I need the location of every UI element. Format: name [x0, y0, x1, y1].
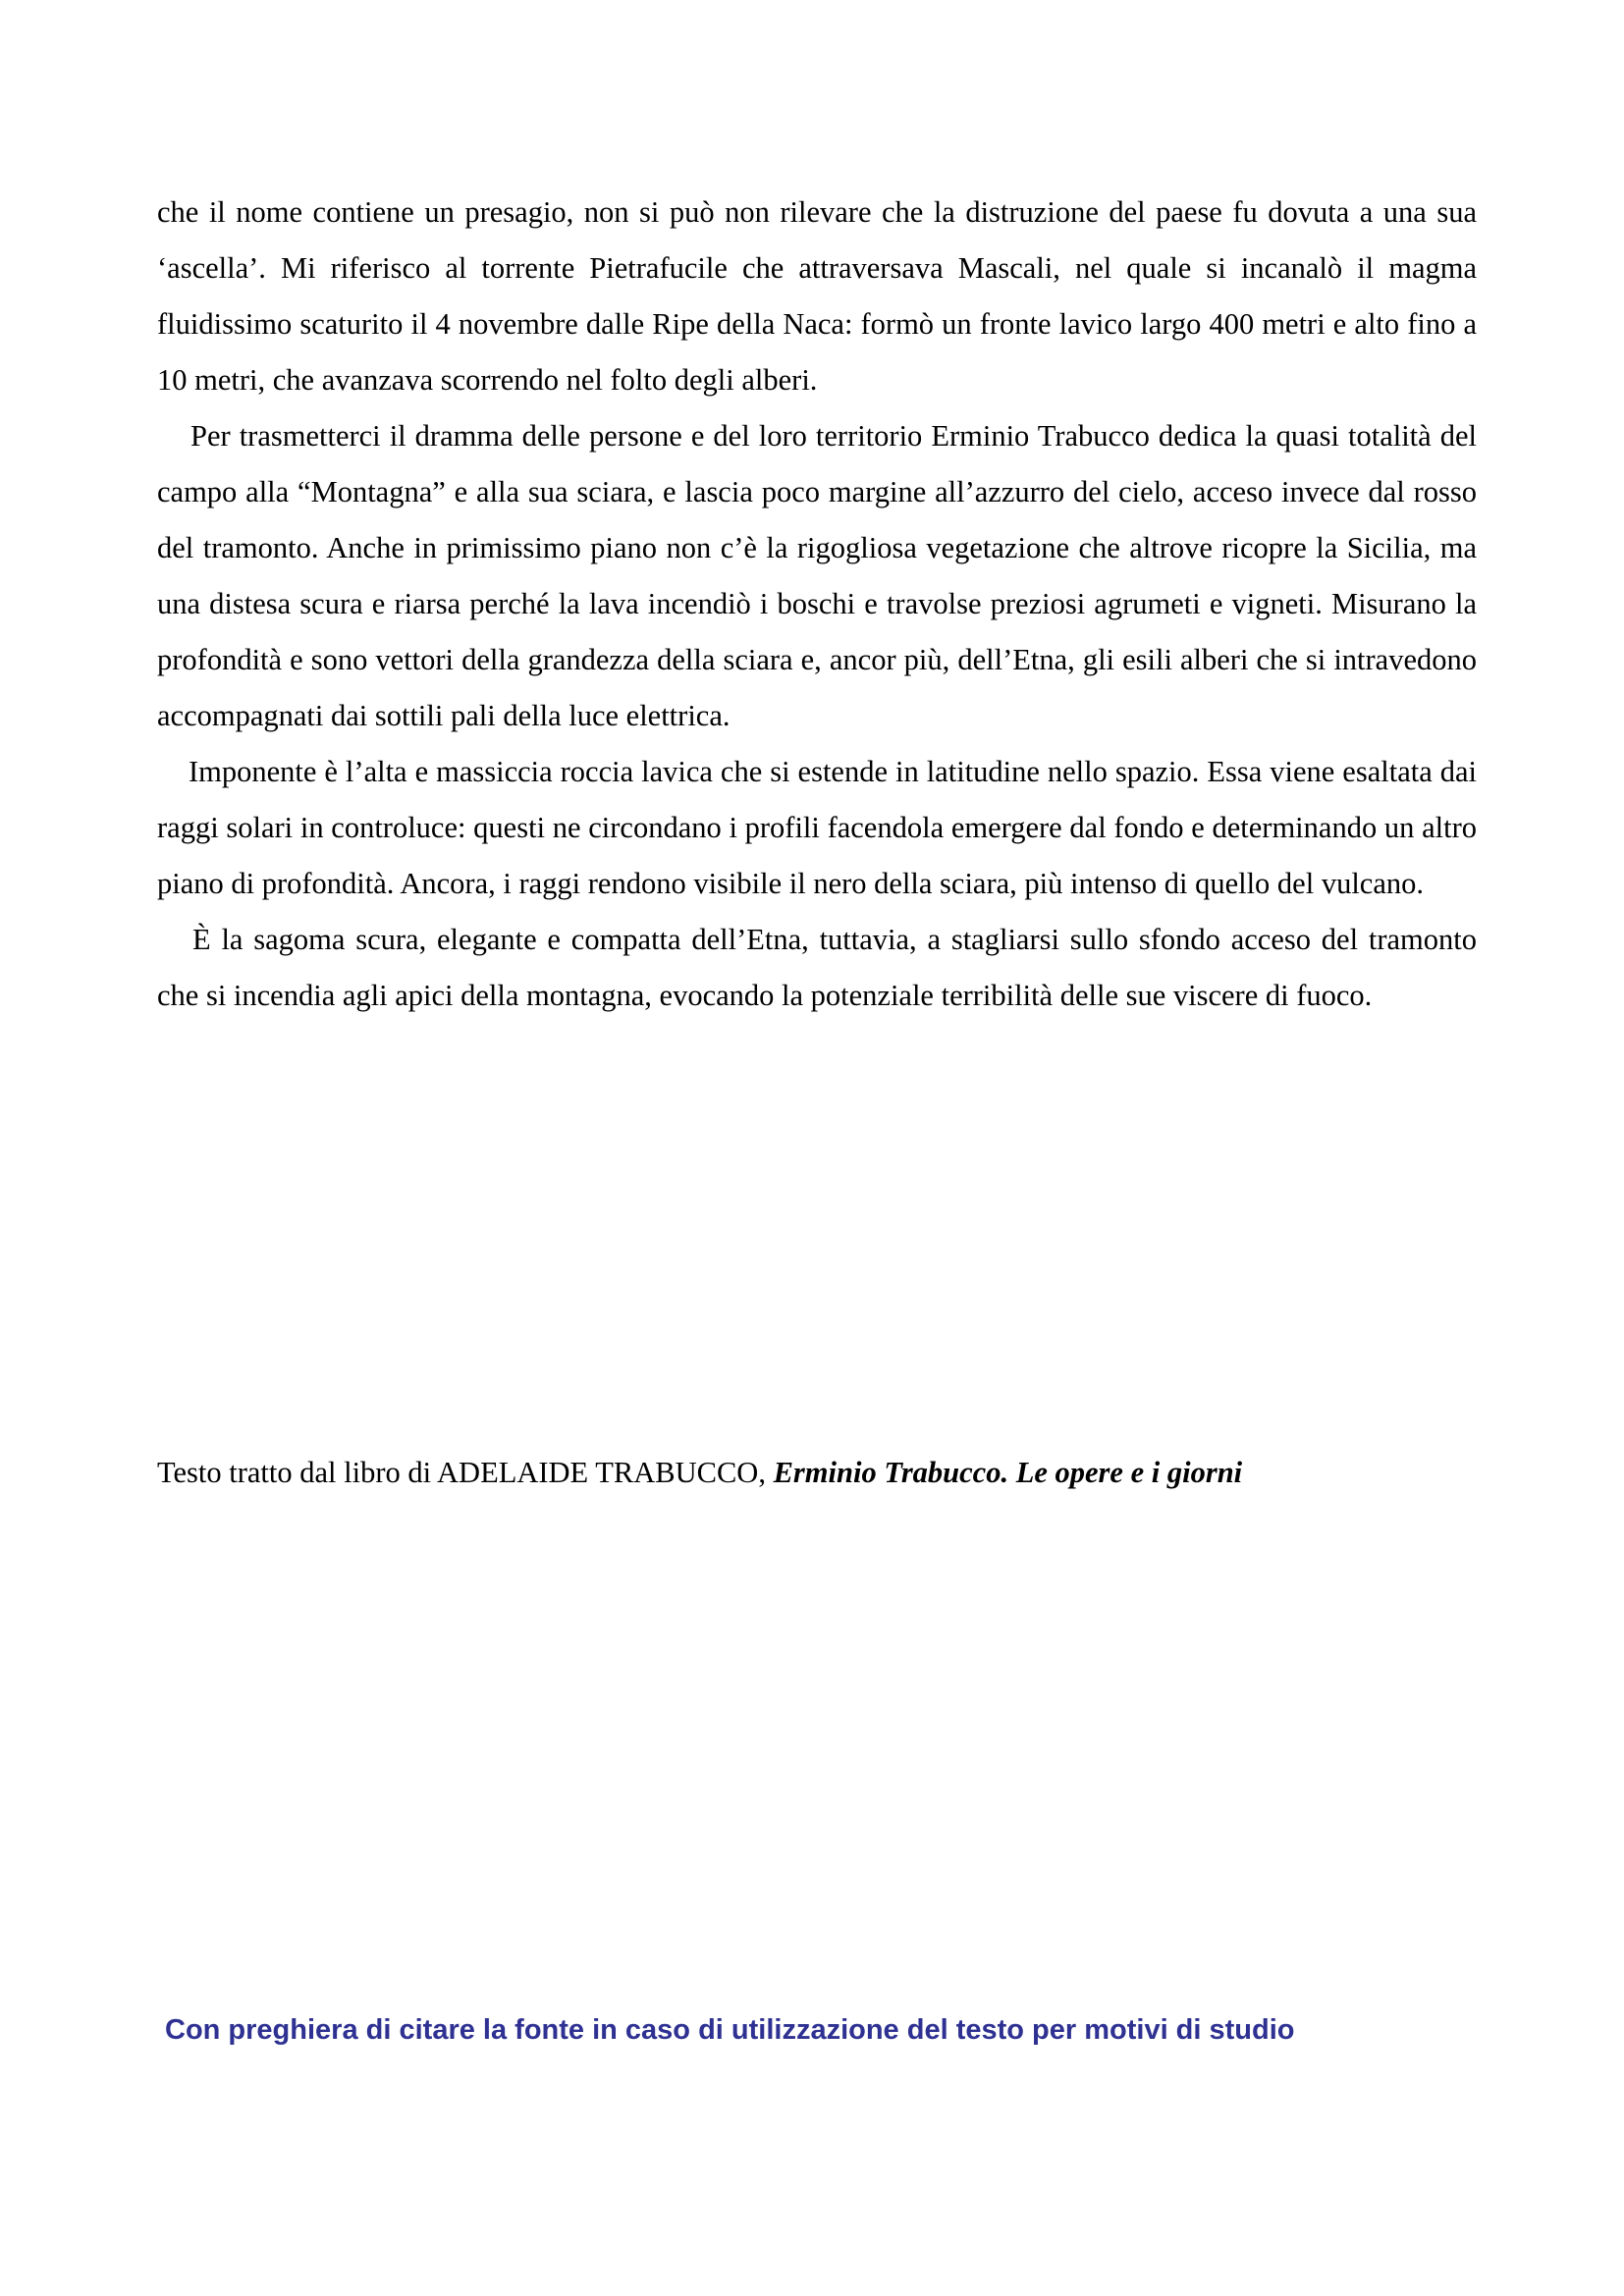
essay-body	[157, 185, 1477, 1024]
paragraph-2: Per trasmetterci il dramma delle persone e del loro territorio Erminio Trabucco dedica la quasi totalità del campo alla “Montagna” e alla sua sciara, e lascia poco margine all’azzurro del cielo, acceso invece dal rosso del tramonto. Anche in primissimo piano non c’è la rigogliosa vegetazione che altrove ricopre la Sicilia, ma una distesa scura e riarsa perché la lava incendiò i boschi e travolse preziosi agrumeti e vigneti. Misurano la profondità e sono vettori della grandezza della sciara e, ancor più, dell’Etna, gli esili alberi che si intravedono accompagnati dai sottili pali della luce elettrica.	[157, 419, 1477, 732]
paragraph-1: che il nome contiene un presagio, non si può non rilevare che la distruzione del paese fu dovuta a una sua ‘ascella’. Mi riferisco al torrente Pietrafucile che attraversava Mascali, nel quale si incanalò il magma fluidissimo scaturito il 4 novembre dalle Ripe della Naca: formò un fronte lavico largo 400 metri e alto fino a 10 metri, che avanzava scorrendo nel folto degli alberi.	[157, 195, 1477, 397]
paragraph-4: È la sagoma scura, elegante e compatta dell’Etna, tuttavia, a stagliarsi sullo sfondo acceso del tramonto che si incendia agli apici della montagna, evocando la potenziale terribilità delle sue viscere di fuoco.	[157, 923, 1477, 1012]
source-prefix: Testo tratto dal libro di ADELAIDE TRABUCCO,	[157, 1456, 774, 1489]
book-title: Erminio Trabucco. Le opere e i giorni	[773, 1456, 1243, 1489]
citation-notice: Con preghiera di citare la fonte in caso di utilizzazione del testo per motivi di studio	[165, 2014, 1295, 2046]
source-credit	[157, 1453, 1477, 1492]
paragraph-3: Imponente è l’alta e massiccia roccia lavica che si estende in latitudine nello spazio. Essa viene esaltata dai raggi solari in controluce: questi ne circondano i profili facendola emergere dal fondo e determinando un altro piano di profondità. Ancora, i raggi rendono visibile il nero della sciara, più intenso di quello del vulcano.	[157, 755, 1477, 900]
